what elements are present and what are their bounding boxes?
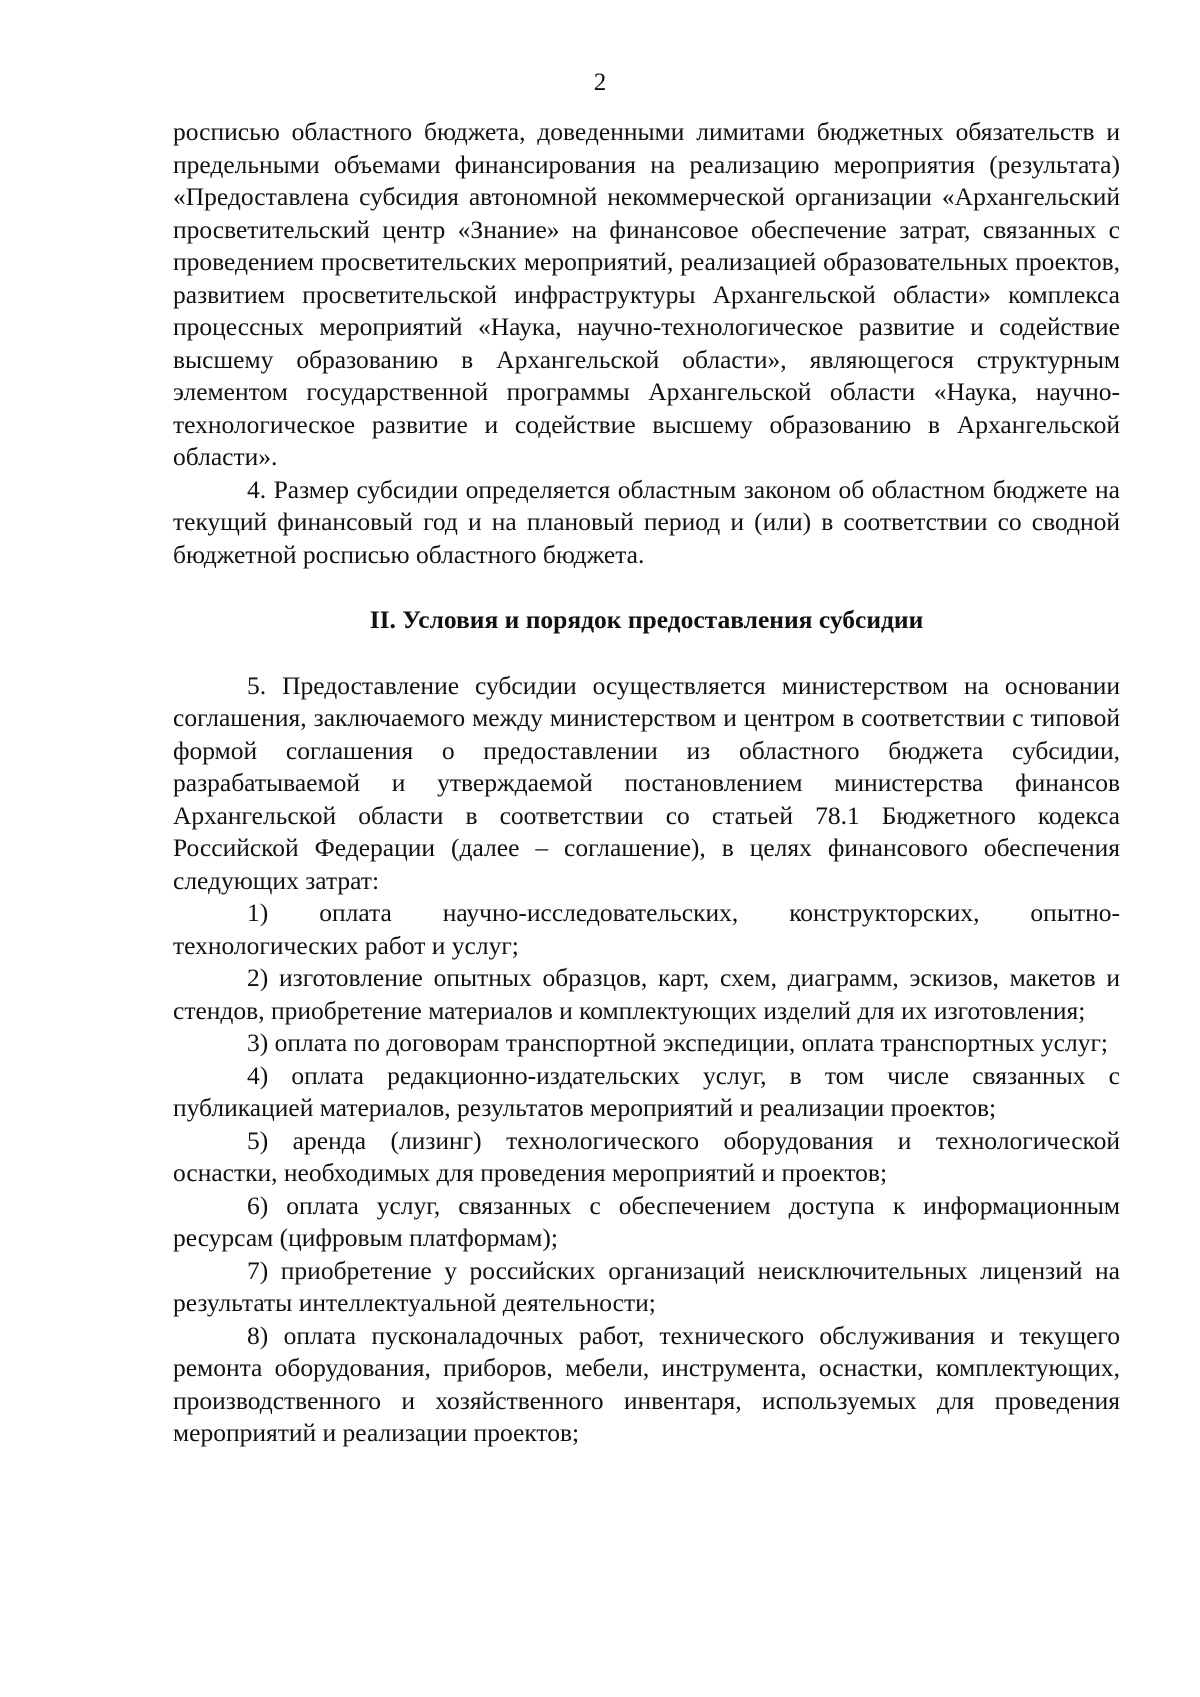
list-item: 8) оплата пусконаладочных работ, технического обслуживания и текущего ремонта оборудования, приборов, мебели, инструмента, оснастки, комплектующих, производственного и хозяйственного инвентаря, используемых для проведения мероприятий и реализации проектов; bbox=[173, 1320, 1120, 1447]
list-item: 1) оплата научно-исследовательских, конструкторских, опытно-технологических работ и услуг; bbox=[173, 898, 1120, 960]
list-item: 4) оплата редакционно-издательских услуг, в том числе связанных с публикацией материалов, результатов мероприятий и реализации проектов; bbox=[173, 1060, 1120, 1122]
list-item: 6) оплата услуг, связанных с обеспечением доступа к информационным ресурсам (цифровым платформам); bbox=[173, 1190, 1120, 1252]
page-number: 2 bbox=[593, 69, 607, 96]
list-item: 3) оплата по договорам транспортной экспедиции, оплата транспортных услуг; bbox=[247, 1028, 1108, 1057]
paragraph-continuation: росписью областного бюджета, доведенными лимитами бюджетных обязательств и предельными объемами финансирования на реализацию мероприятия (результата) «Предоставлена субсидия автономной некоммерческой организации «Архангельский просветительский центр «Знание» на финансовое обеспечение затрат, связанных с проведением просветительских мероприятий, реализацией образовательных проектов, развитием просветительской инфраструктуры Архангельской области» комплекса процессных мероприятий «Наука, научно-технологическое развитие и содействие высшему образованию в Архангельской области», являющегося структурным элементом государственной программы Архангельской области «Наука, научно-технологическое развитие и содействие высшему образованию в Архангельской области». bbox=[173, 117, 1120, 471]
section-title: II. Условия и порядок предоставления субсидии bbox=[369, 605, 924, 634]
list-item: 2) изготовление опытных образцов, карт, схем, диаграмм, эскизов, макетов и стендов, приобретение материалов и комплектующих изделий для их изготовления; bbox=[173, 963, 1120, 1025]
paragraph-item-5: 5. Предоставление субсидии осуществляется министерством на основании соглашения, заключаемого между министерством и центром в соответствии с типовой формой соглашения о предоставлении из областного бюджета субсидии, разрабатываемой и утверждаемой постановлением министерства финансов Архангельской области в соответствии со статьей 78.1 Бюджетного кодекса Российской Федерации (далее – соглашение), в целях финансового обеспечения следующих затрат: bbox=[173, 670, 1120, 895]
list-item: 7) приобретение у российских организаций неисключительных лицензий на результаты интеллектуальной деятельности; bbox=[173, 1255, 1120, 1317]
paragraph-item-4: 4. Размер субсидии определяется областным законом об областном бюджете на текущий финансовый год и на плановый период и (или) в соответствии со сводной бюджетной росписью областного бюджета. bbox=[173, 474, 1120, 569]
list-item: 5) аренда (лизинг) технологического оборудования и технологической оснастки, необходимых для проведения мероприятий и проектов; bbox=[173, 1125, 1120, 1187]
document-body bbox=[173, 116, 1120, 1450]
